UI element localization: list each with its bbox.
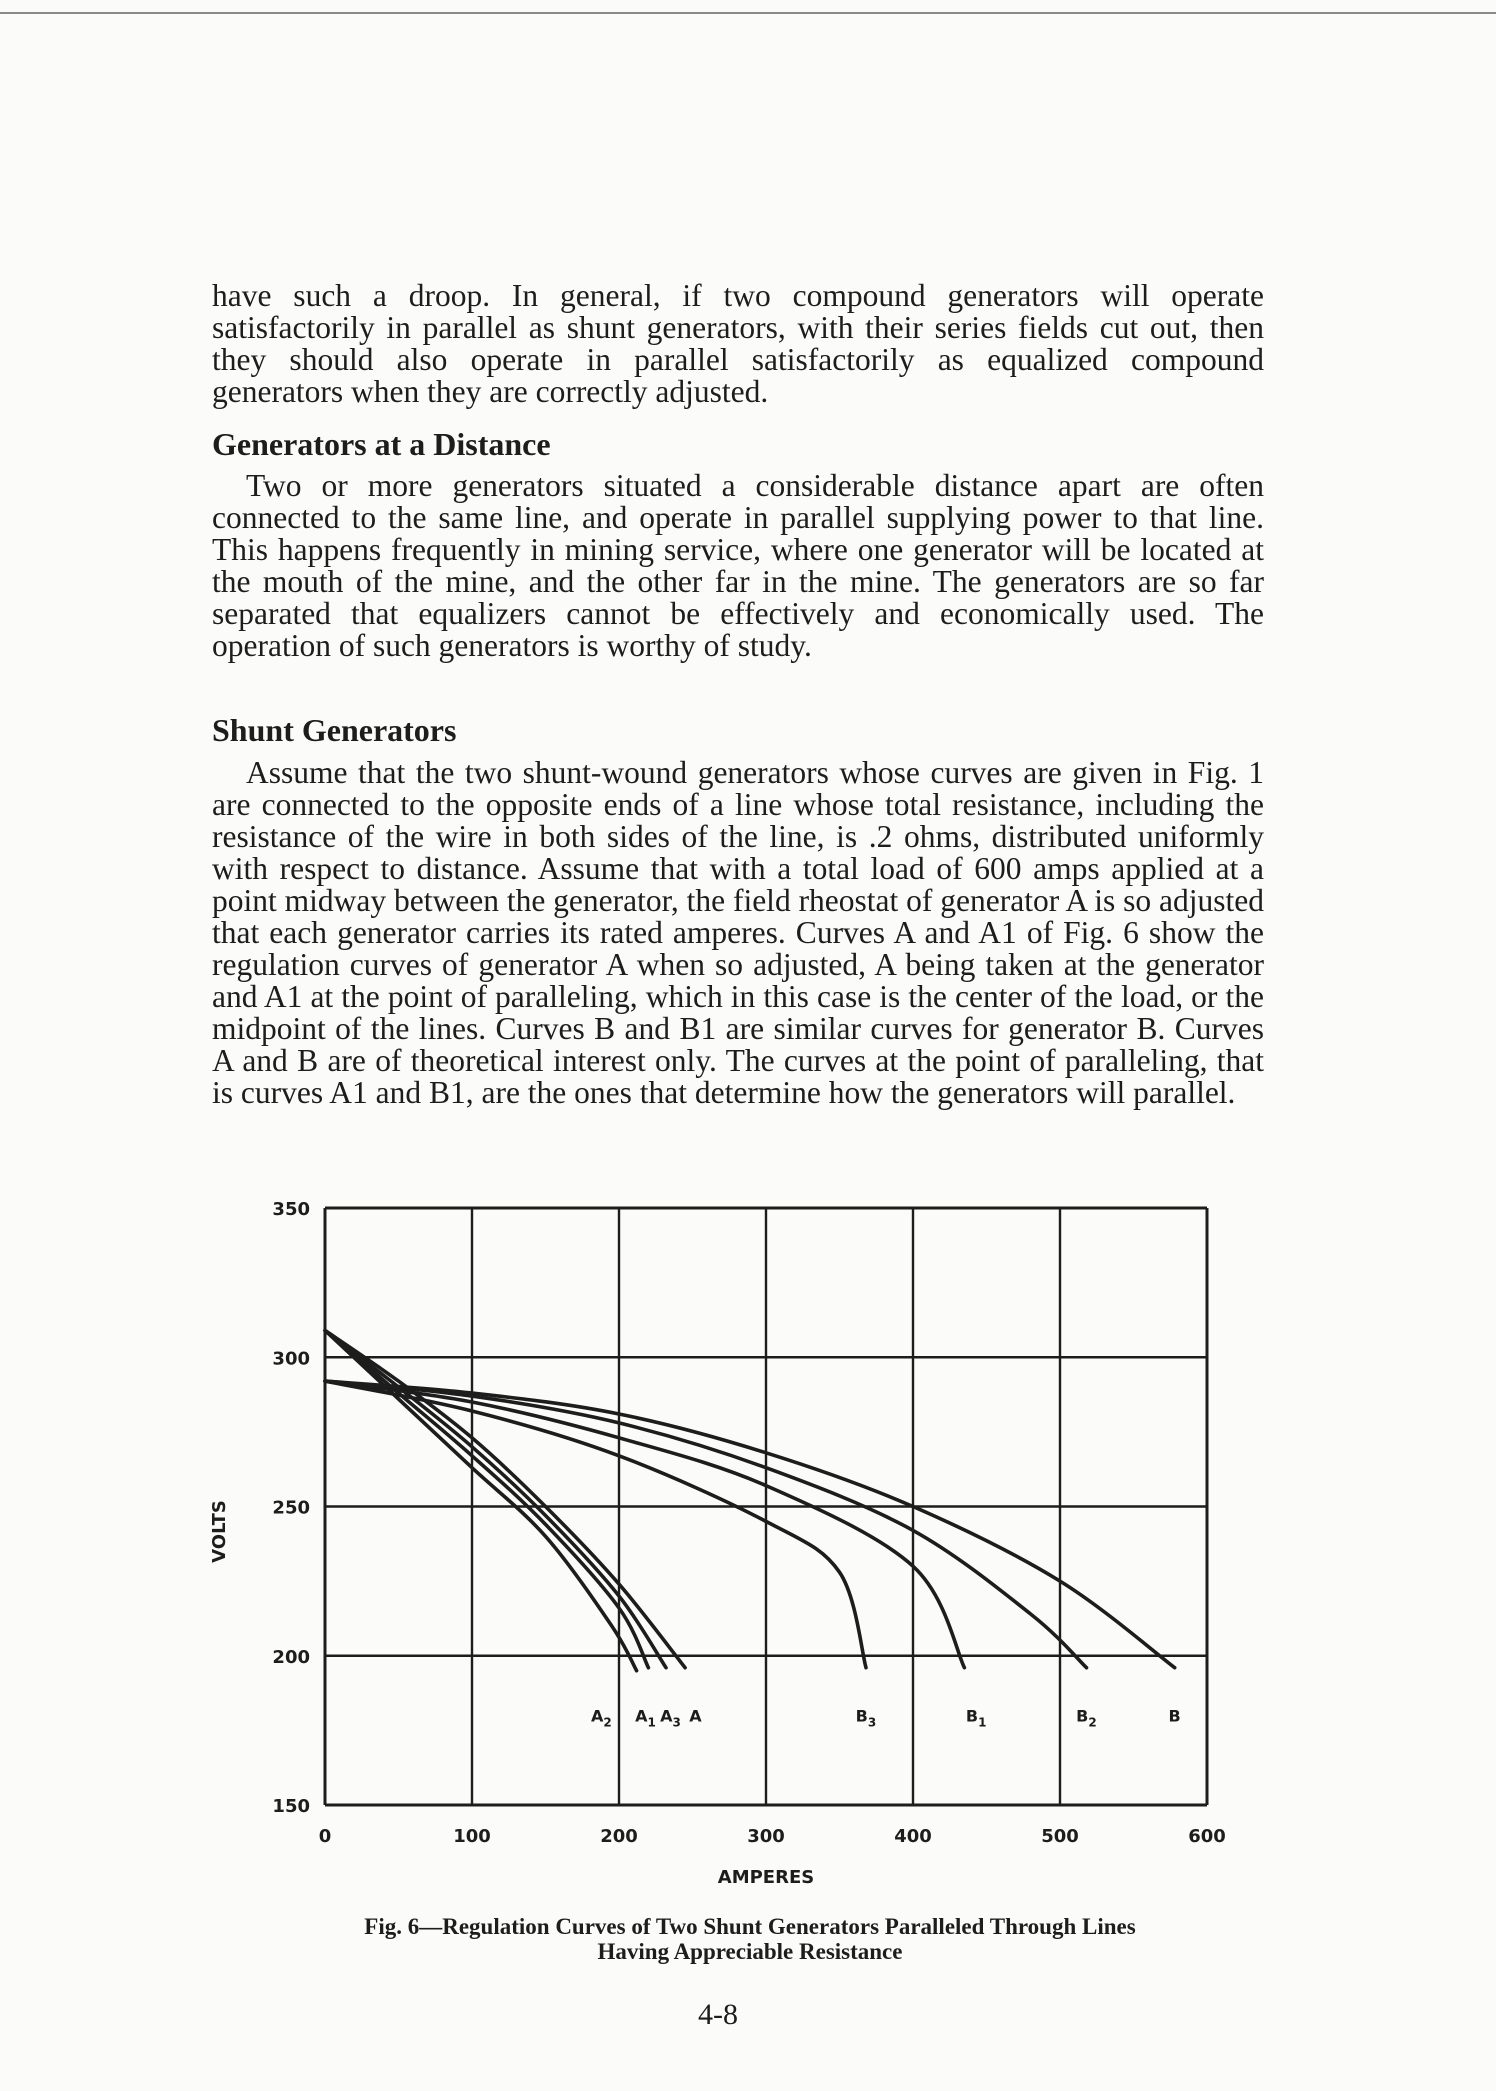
x-tick-label-100: 100 — [453, 1826, 491, 1847]
y-tick-label-150: 150 — [272, 1796, 310, 1817]
curve-a — [325, 1330, 685, 1667]
curve-label-subscript: 3 — [867, 1715, 877, 1730]
y-tick-label-300: 300 — [272, 1348, 310, 1370]
figure-caption-line-1: Fig. 6—Regulation Curves of Two Shunt Generators Paralleled Through Lines — [364, 1914, 1136, 1939]
curve-label-a: A — [689, 1706, 702, 1726]
curve-label-a3: $A_3$ — [660, 1706, 681, 1730]
curve-b2 — [325, 1381, 1087, 1668]
curve-b — [325, 1381, 1175, 1668]
curve-label-b: B — [1168, 1706, 1181, 1726]
chart-ticks — [272, 1199, 1225, 1847]
curve-label-subscript: 1 — [978, 1715, 987, 1730]
x-tick-label-0: 0 — [318, 1826, 332, 1847]
x-axis-label: AMPERES — [717, 1867, 815, 1888]
figure-caption — [150, 1914, 1350, 1964]
curve-label-b3: $B_3$ — [855, 1706, 877, 1730]
y-tick-label-350: 350 — [272, 1199, 310, 1220]
paragraph-1: have such a droop. In general, if two compound generators will operate satisfactorily in parallel as shunt generators, with their series fields cut out, then they should also operate in parallel satisfactorily as equalized compound generators when they are correctly adjusted. — [212, 278, 1264, 409]
y-axis-label: VOLTS — [209, 1500, 230, 1563]
x-tick-label-400: 400 — [894, 1826, 932, 1847]
section-heading-generators-at-a-distance: Generators at a Distance — [212, 426, 551, 462]
y-tick-label-250: 250 — [272, 1497, 310, 1519]
x-tick-label-600: 600 — [1188, 1826, 1226, 1847]
curve-label-subscript: 3 — [672, 1715, 681, 1730]
page-number: 4-8 — [698, 1998, 738, 2031]
curve-a2 — [325, 1330, 637, 1670]
section-heading-shunt-generators: Shunt Generators — [212, 712, 457, 748]
curve-label-b1: $B_1$ — [965, 1706, 987, 1730]
x-tick-label-300: 300 — [747, 1826, 785, 1847]
curve-label-a1: $A_1$ — [635, 1706, 656, 1730]
curve-label-a2: $A_2$ — [590, 1706, 612, 1730]
figure-caption-line-2: Having Appreciable Resistance — [597, 1939, 903, 1964]
chart-curves — [325, 1330, 1175, 1670]
curve-b3 — [325, 1381, 866, 1668]
top-rule — [0, 12, 1496, 14]
curve-label-subscript: 1 — [647, 1715, 656, 1730]
curve-a3 — [325, 1330, 666, 1667]
x-tick-label-500: 500 — [1041, 1826, 1079, 1847]
x-tick-label-200: 200 — [600, 1826, 638, 1847]
chart-grid — [325, 1208, 1207, 1805]
curve-label-subscript: 2 — [603, 1715, 612, 1730]
paragraph-3: Assume that the two shunt-wound generators whose curves are given in Fig. 1 are connected to the opposite ends of a line whose total resistance, including the resistance of the wire in both sides of the line, is .2 ohms, distributed uniformly with respect to distance. Assume that with a total load of 600 amps applied at a point midway between the generator, the field rheostat of generator A is so adjusted that each generator carries its rated amperes. Curves A and A1 of Fig. 6 show the regulation curves of generator A when so adjusted, A being taken at the generator and A1 at the point of paralleling, which in this case is the center of the load, or the midpoint of the lines. Curves B and B1 are similar curves for generator B. Curves A and B are of theoretical interest only. The curves at the point of paralleling, that is curves A1 and B1, are the ones that determine how the generators will parallel. — [212, 755, 1264, 1110]
paragraph-2: Two or more generators situated a considerable distance apart are often connected to the same line, and operate in parallel supplying power to that line. This happens frequently in mining service, where one generator will be located at the mouth of the mine, and the other far in the mine. The generators are so far separated that equalizers cannot be effectively and economically used. The operation of such generators is worthy of study. — [212, 468, 1264, 663]
curve-label-b2: $B_2$ — [1076, 1706, 1097, 1730]
curve-label-subscript: 2 — [1088, 1715, 1097, 1730]
y-tick-label-200: 200 — [272, 1646, 310, 1668]
chart-curve-labels — [591, 1706, 1181, 1729]
curve-b1 — [325, 1381, 964, 1668]
curve-a1 — [325, 1330, 648, 1667]
